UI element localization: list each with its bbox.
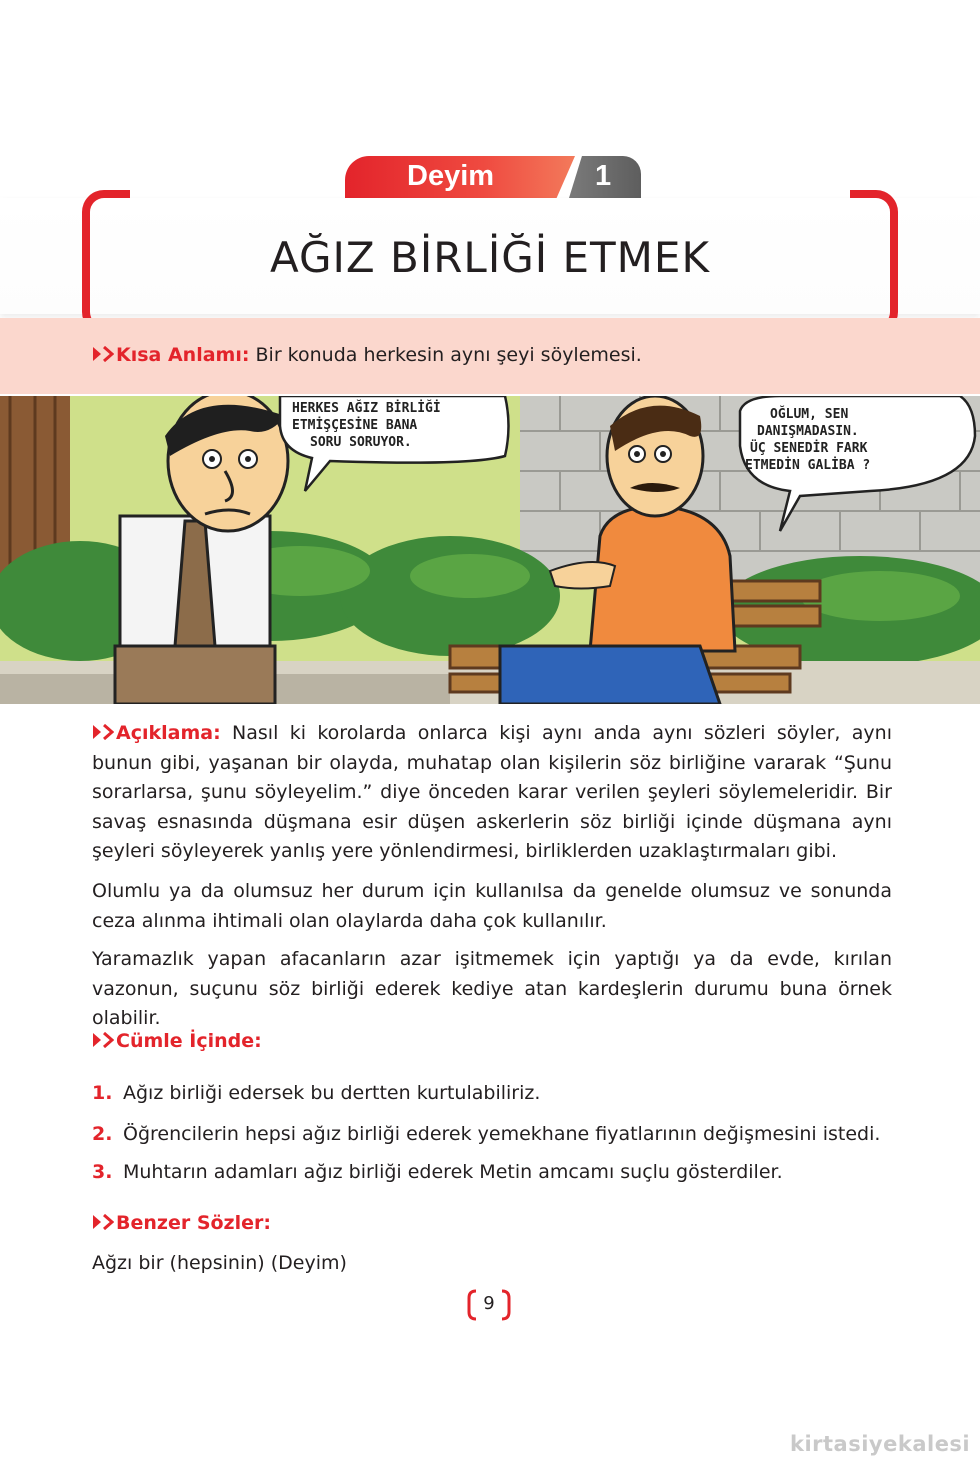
section-marker-icon — [92, 1032, 114, 1048]
example-item — [92, 1079, 540, 1108]
in-sentence-label: Cümle İçinde: — [116, 1030, 262, 1052]
bubble-left-line-1: HERKES AĞIZ BİRLİĞİ — [292, 401, 441, 416]
bubble-right-line-3: ÜÇ SENEDİR FARK — [750, 441, 868, 456]
similar-text: Ağzı bir (hepsinin) (Deyim) — [92, 1252, 347, 1274]
example-number: 2. — [92, 1123, 113, 1145]
page-number — [466, 1288, 512, 1322]
explanation-text-1: Nasıl ki korolarda onlarca kişi aynı anda aynı sözleri söyler, aynı bunun gibi, yaşanan bir olayda, muhatap olan kişilerin söz birliğine vararak “Şunu sorarlarsa, şunu söyleyelim.” diye önceden karar verilen şeyleri söylemeleridir. Bir savaş esnasında düşmana esir düşen askerlerin söz birliği içinde düşmana aynı şeyleri söyleyerek yanlış yere yönlendirmesi, birliklerden uzaklaştırmaları gibi. — [92, 722, 892, 863]
page-number-text: 9 — [483, 1293, 495, 1314]
example-item — [92, 1158, 783, 1187]
example-text: Ağız birliği edersek bu dertten kurtulabiliriz. — [123, 1082, 541, 1104]
explanation-label: Açıklama: — [116, 722, 221, 744]
section-marker-icon — [92, 1214, 114, 1230]
bubble-right-line-4: ETMEDİN GALİBA ? — [745, 458, 871, 473]
tab-label: Deyim — [407, 160, 495, 192]
bubble-right-line-2: DANIŞMADASIN. — [757, 424, 859, 439]
watermark: kirtasiyekalesi — [790, 1432, 971, 1456]
example-text: Öğrencilerin hepsi ağız birliği ederek yemekhane fiyatlarının değişmesini istedi. — [123, 1123, 881, 1145]
short-meaning-text: Bir konuda herkesin aynı şeyi söylemesi. — [249, 344, 642, 366]
explanation-paragraph-2: Olumlu ya da olumsuz her durum için kullanılsa da genelde olumsuz ve sonunda ceza alınma ihtimali olan olaylarda daha çok kullanılır. — [92, 880, 892, 932]
bubble-left-line-3: SORU SORUYOR. — [310, 435, 412, 450]
page-title: AĞIZ BİRLİĞİ ETMEK — [269, 233, 710, 282]
bubble-right-line-1: OĞLUM, SEN — [770, 407, 849, 422]
explanation-paragraph-3: Yaramazlık yapan afacanların azar işitmemek için yaptığı ya da evde, kırılan vazonun, suçunu söz birliği ederek kediye atan kardeşlerin durumu buna örnek olabilir. — [92, 948, 892, 1030]
example-number: 3. — [92, 1161, 113, 1183]
example-item — [92, 1120, 880, 1149]
similar-heading — [92, 1209, 271, 1238]
comic-scene — [0, 396, 980, 704]
tab-number: 1 — [595, 160, 612, 192]
short-meaning — [92, 341, 642, 370]
section-tab — [345, 156, 645, 198]
example-number: 1. — [92, 1082, 113, 1104]
example-text: Muhtarın adamları ağız birliği ederek Metin amcamı suçlu gösterdiler. — [123, 1161, 783, 1183]
explanation-paragraph-1 — [92, 719, 892, 867]
comic-illustration — [0, 396, 980, 704]
similar-label: Benzer Sözler: — [116, 1212, 271, 1234]
section-marker-icon — [92, 724, 114, 740]
in-sentence-heading — [92, 1027, 262, 1056]
bubble-left-line-2: ETMİŞÇESİNE BANA — [292, 418, 418, 433]
section-marker-icon — [92, 346, 114, 362]
short-meaning-label: Kısa Anlamı: — [116, 344, 250, 366]
